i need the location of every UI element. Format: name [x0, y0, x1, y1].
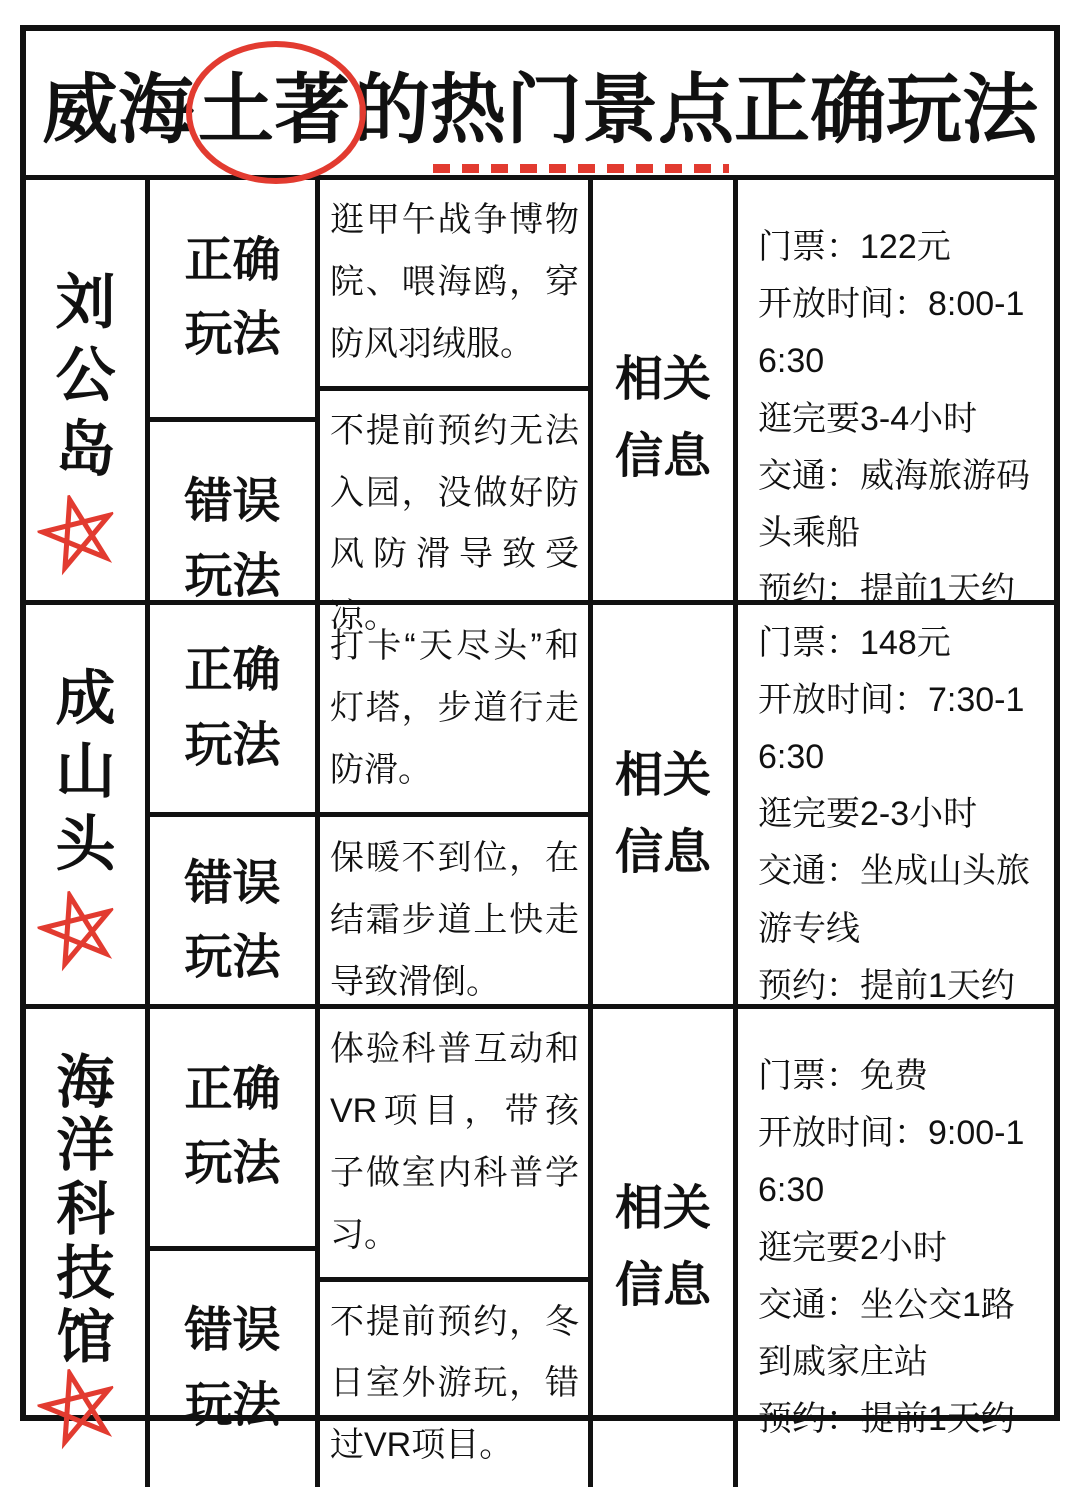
infographic-table — [20, 25, 1060, 1465]
title-part2: 的 — [354, 67, 430, 153]
info-reservation: 预约：提前1天约 — [758, 1399, 1015, 1438]
info-duration: 逛完要2-3小时 — [758, 795, 978, 834]
info-transport: 交通：坐公交1路到戚家庄站 — [758, 1285, 1015, 1381]
wrong-play-label: 错误玩法 — [184, 856, 281, 985]
play-label-column — [150, 605, 320, 1025]
wrong-play-label: 错误玩法 — [184, 475, 281, 603]
info-transport: 交通：威海旅游码头乘船 — [758, 456, 1030, 552]
table-row-chengshantou — [26, 605, 1054, 1009]
info-ticket: 门票：148元 — [758, 624, 951, 662]
correct-play-desc: 体验科普互动和VR项目，带孩子做室内科普学习。 — [330, 1030, 579, 1254]
play-desc-column — [320, 1009, 593, 1487]
correct-play-desc: 逛甲午战争博物院、喂海鸥，穿防风羽绒服。 — [330, 201, 579, 363]
wrong-play-label: 错误玩法 — [184, 1304, 281, 1432]
info-label: 相关信息 — [614, 1182, 711, 1313]
attraction-name: 海洋科技馆 — [56, 1049, 115, 1370]
info-label: 相关信息 — [614, 749, 711, 879]
play-label-column — [150, 1009, 320, 1487]
correct-play-label: 正确玩法 — [184, 233, 281, 362]
info-hours: 开放时间：7:30-16:30 — [758, 681, 1025, 777]
correct-play-label: 正确玩法 — [184, 1062, 281, 1191]
info-duration: 逛完要3-4小时 — [758, 399, 978, 438]
play-desc-column — [320, 605, 593, 1025]
page-title — [26, 31, 1054, 180]
correct-play-label: 正确玩法 — [184, 644, 281, 772]
info-transport: 交通：坐成山头旅游专线 — [758, 852, 1030, 948]
play-label-column — [150, 180, 320, 658]
info-duration: 逛完要2小时 — [758, 1228, 947, 1267]
title-part3: 正确玩法 — [734, 67, 1038, 153]
info-ticket: 门票：免费 — [758, 1057, 928, 1096]
attraction-name: 刘公岛 — [55, 269, 116, 483]
table-row-haiyangkejiguan — [26, 1009, 1054, 1487]
info-label-cell — [593, 605, 738, 1025]
table-row-liugongdao — [26, 180, 1054, 636]
star-icon — [30, 486, 125, 581]
title-part1: 威海 — [42, 67, 194, 153]
info-detail-cell — [738, 1009, 1054, 1487]
info-hours: 开放时间：9:00-16:30 — [758, 1114, 1025, 1210]
info-label-cell — [593, 180, 738, 658]
attraction-name-cell — [26, 1009, 150, 1487]
attraction-name: 成山头 — [55, 665, 116, 879]
info-ticket: 门票：122元 — [758, 228, 951, 267]
wrong-play-desc: 不提前预约，冬日室外游玩，错过VR项目。 — [330, 1302, 579, 1465]
info-detail-cell — [738, 180, 1054, 658]
wrong-play-desc: 保暖不到位，在结霜步道上快走导致滑倒。 — [330, 839, 579, 1002]
info-reservation: 预约：提前1天约 — [758, 966, 1015, 1005]
title-underlined: 热门景点 — [430, 49, 734, 158]
correct-play-desc: 打卡“天尽头”和灯塔，步道行走防滑。 — [330, 626, 579, 789]
info-hours: 开放时间：8:00-16:30 — [758, 285, 1025, 381]
info-reservation: 预约：提前1天约 — [758, 570, 1015, 609]
info-detail-cell — [738, 605, 1054, 1025]
play-desc-column — [320, 180, 593, 658]
attraction-name-cell — [26, 605, 150, 1025]
wrong-play-desc: 不提前预约无法入园，没做好防风防滑导致受凉。 — [330, 411, 579, 636]
star-icon — [30, 1359, 125, 1454]
star-icon — [30, 881, 125, 976]
info-label-cell — [593, 1009, 738, 1487]
title-circled-annotation: 土著 — [194, 49, 354, 158]
info-label: 相关信息 — [614, 353, 711, 484]
attraction-name-cell — [26, 180, 150, 658]
